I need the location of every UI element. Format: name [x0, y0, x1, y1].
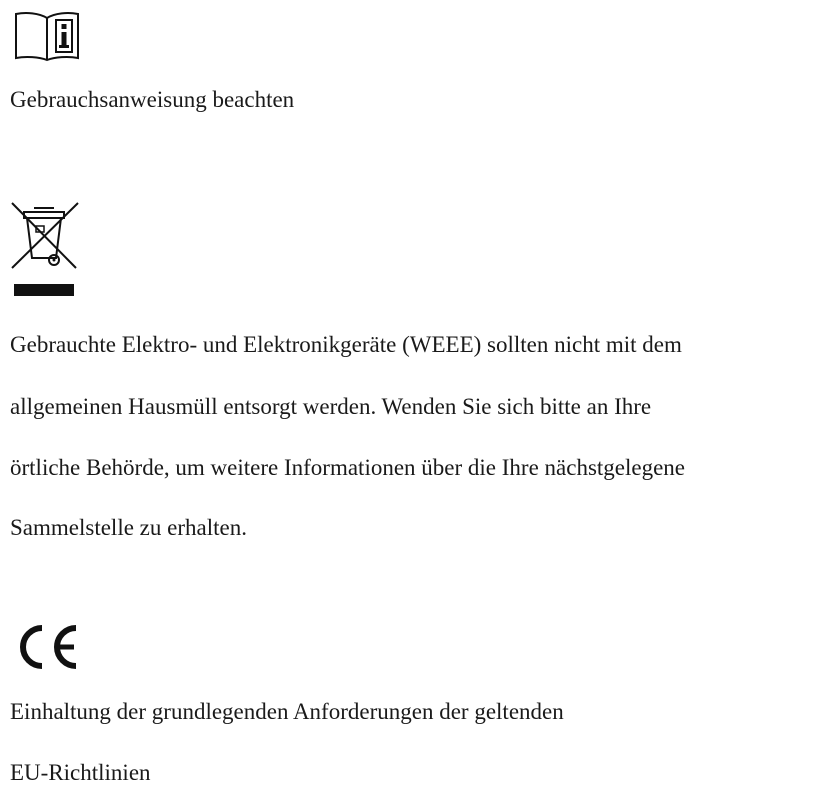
weee-text-line: allgemeinen Hausmüll entsorgt werden. Wenden Sie sich bitte an Ihre — [10, 394, 652, 419]
weee-text-line: Sammelstelle zu erhalten. — [10, 515, 247, 540]
manual-instructions-text: Gebrauchsanweisung beachten — [10, 87, 295, 112]
crossed-out-wheelie-bin-icon — [10, 200, 82, 300]
weee-text-line: Gebrauchte Elektro- und Elektronikgeräte (WEEE) sollten nicht mit dem — [10, 332, 682, 357]
consult-instructions-icon — [12, 10, 82, 62]
weee-text-line: örtliche Behörde, um weitere Informationen über die Ihre nächstgelegene — [10, 455, 686, 480]
ce-text-line: EU-Richtlinien — [10, 760, 151, 785]
ce-marking-icon — [12, 622, 84, 672]
ce-text-line: Einhaltung der grundlegenden Anforderungen der geltenden — [10, 699, 564, 724]
